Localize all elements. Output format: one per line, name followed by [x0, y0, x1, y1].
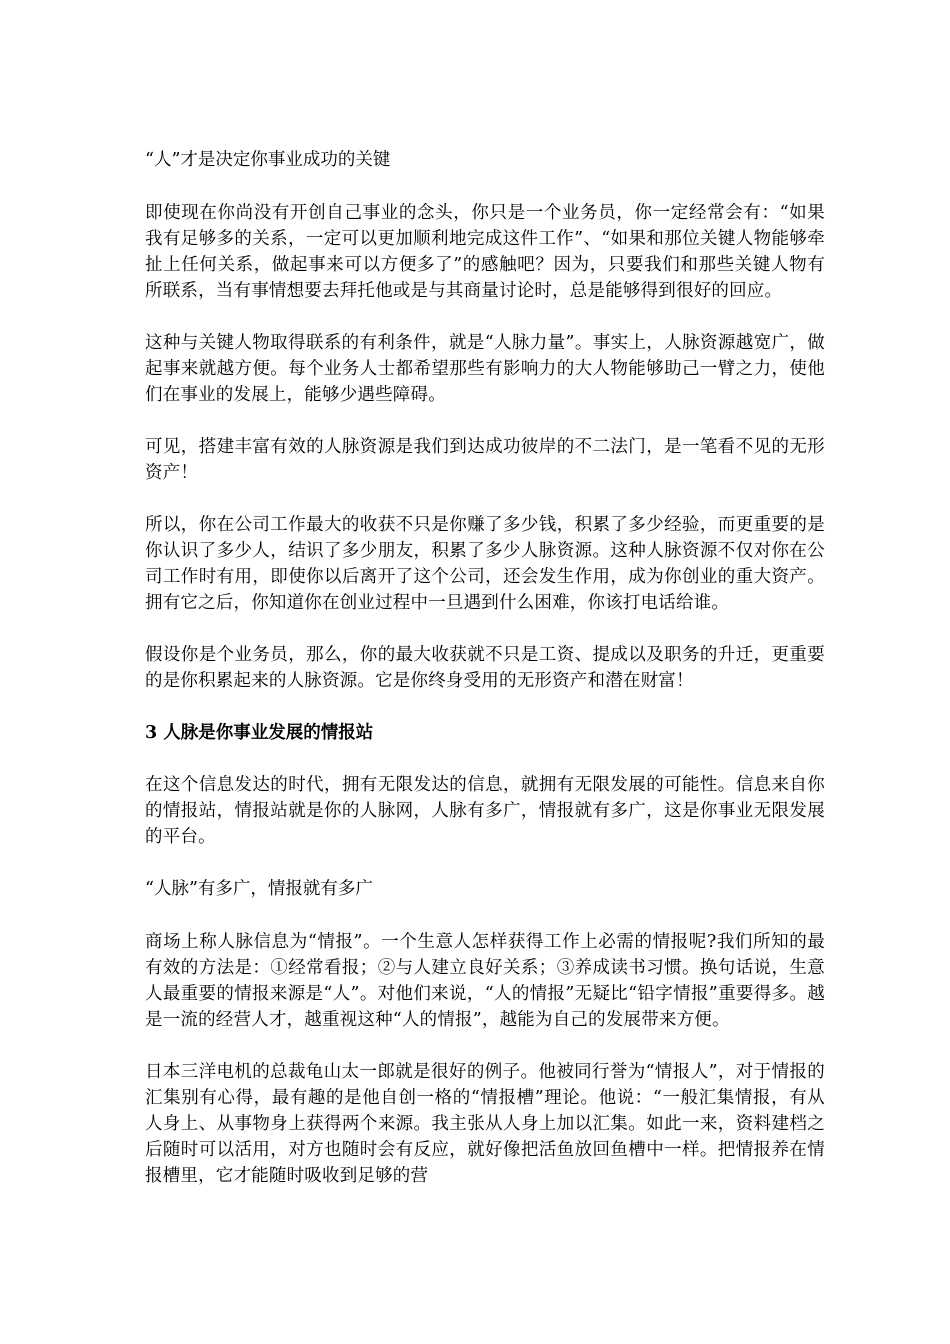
paragraph: 这种与关键人物取得联系的有利条件，就是“人脉力量”。事实上，人脉资源越宽广，做起事来就越方便。每个业务人士都希望那些有影响力的大人物能够助己一臂之力，使他们在事业的发展上，能够少遇些障碍。 [145, 333, 825, 405]
section-subtitle: “人”才是决定你事业成功的关键 [145, 150, 391, 170]
paragraph: 日本三洋电机的总裁龟山太一郎就是很好的例子。他被同行誉为“情报人”，对于情报的汇集别有心得，最有趣的是他自创一格的“情报槽”理论。他说：“一般汇集情报，有从人身上、从事物身上获得两个来源。我主张从人身上加以汇集。如此一来，资料建档之后随时可以活用，对方也随时会有反应，就好像把活鱼放回鱼槽中一样。把情报养在情报槽里，它才能随时吸收到足够的营 [145, 1062, 825, 1186]
section-subtitle: “人脉”有多广，情报就有多广 [145, 879, 373, 899]
paragraph: 所以，你在公司工作最大的收获不只是你赚了多少钱，积累了多少经验，而更重要的是你认识了多少人，结识了多少朋友，积累了多少人脉资源。这种人脉资源不仅对你在公司工作时有用，即使你以后离开了这个公司，还会发生作用，成为你创业的重大资产。拥有它之后，你知道你在创业过程中一旦遇到什么困难，你该打电话给谁。 [145, 515, 825, 613]
section-heading: 3 人脉是你事业发展的情报站 [145, 723, 374, 743]
paragraph: 假设你是个业务员，那么，你的最大收获就不只是工资、提成以及职务的升迁，更重要的是你积累起来的人脉资源。它是你终身受用的无形资产和潜在财富！ [145, 645, 825, 691]
paragraph: 在这个信息发达的时代，拥有无限发达的信息，就拥有无限发展的可能性。信息来自你的情报站，情报站就是你的人脉网，人脉有多广，情报就有多广，这是你事业无限发展的平台。 [145, 775, 825, 847]
paragraph: 商场上称人脉信息为“情报”。一个生意人怎样获得工作上必需的情报呢?我们所知的最有效的方法是：①经常看报；②与人建立良好关系；③养成读书习惯。换句话说，生意人最重要的情报来源是“人”。对他们来说，“人的情报”无疑比“铅字情报”重要得多。越是一流的经营人才，越重视这种“人的情报”，越能为自己的发展带来方便。 [145, 932, 825, 1030]
paragraph: 可见，搭建丰富有效的人脉资源是我们到达成功彼岸的不二法门，是一笔看不见的无形资产！ [145, 437, 825, 483]
paragraph: 即使现在你尚没有开创自己事业的念头，你只是一个业务员，你一定经常会有：“如果我有足够多的关系，一定可以更加顺利地完成这件工作”、“如果和那位关键人物能够牵扯上任何关系，做起事来可以方便多了”的感触吧？因为，只要我们和那些关键人物有所联系，当有事情想要去拜托他或是与其商量讨论时，总是能够得到很好的回应。 [145, 203, 825, 301]
document-body [145, 147, 825, 1215]
